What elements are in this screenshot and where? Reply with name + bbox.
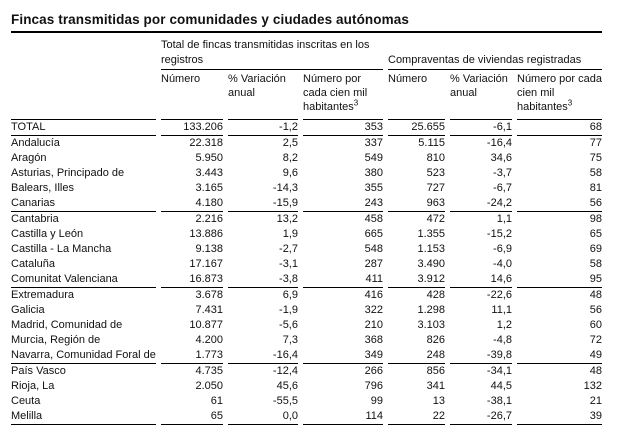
table-row: [11, 151, 602, 166]
value-cell: 380: [364, 167, 383, 179]
value-cell: 210: [364, 319, 383, 331]
value-cell: -22,6: [486, 289, 512, 301]
table-body: [11, 119, 602, 425]
column-header-variacion-1: [228, 70, 298, 119]
value-cell: 65: [589, 228, 602, 240]
region-name: Comunitat Valenciana: [11, 272, 156, 288]
value-cell: 13: [432, 395, 445, 407]
column-header-label: Número por cada cien mil habitantes: [303, 73, 368, 113]
table-row: [11, 364, 602, 379]
corner-spacer: [11, 38, 156, 70]
value-cell: 3.103: [417, 319, 445, 331]
value-cell: -55,5: [272, 395, 298, 407]
table-row: [11, 242, 602, 257]
value-cell: -38,1: [486, 395, 512, 407]
table-row: [11, 288, 602, 303]
value-cell: 665: [364, 228, 383, 240]
value-cell: 5.950: [195, 152, 223, 164]
value-cell: 810: [426, 152, 445, 164]
value-cell: 98: [589, 213, 602, 225]
group-header-compraventas: Compraventas de viviendas registradas: [388, 38, 602, 70]
value-cell: 13,2: [276, 213, 298, 225]
value-cell: 7.431: [195, 304, 223, 316]
value-cell: 22: [388, 409, 445, 425]
column-header-label: Número por cada cien mil habitantes: [517, 73, 602, 113]
region-name: Canarias: [11, 196, 156, 212]
value-cell: 355: [364, 182, 383, 194]
column-header-numero-2: [388, 70, 445, 119]
column-header-por-habitantes-2: [517, 70, 602, 119]
value-cell: 48: [589, 289, 602, 301]
value-cell: 9.138: [195, 243, 223, 255]
value-cell: 2,5: [282, 137, 298, 149]
value-cell: 16.873: [161, 272, 223, 288]
value-cell: 1,2: [496, 319, 512, 331]
value-cell: 68: [517, 119, 602, 136]
value-cell: 428: [426, 289, 445, 301]
value-cell: 796: [364, 380, 383, 392]
value-cell: 10.877: [189, 319, 223, 331]
region-name: País Vasco: [11, 365, 66, 377]
table-row: [11, 348, 602, 364]
value-cell: 6,9: [282, 289, 298, 301]
value-cell: 81: [589, 182, 602, 194]
value-cell: -12,4: [272, 365, 298, 377]
value-cell: 25.655: [388, 119, 445, 136]
table-row: [11, 409, 602, 425]
value-cell: -16,4: [228, 348, 298, 364]
value-cell: 3.912: [388, 272, 445, 288]
value-cell: 322: [364, 304, 383, 316]
value-cell: 49: [517, 348, 602, 364]
value-cell: 114: [303, 409, 383, 425]
value-cell: -15,9: [228, 196, 298, 212]
table-row: [11, 212, 602, 227]
value-cell: -6,7: [493, 182, 512, 194]
region-name: Navarra, Comunidad Foral de: [11, 348, 156, 364]
value-cell: -6,1: [450, 119, 512, 136]
value-cell: 11,1: [491, 304, 512, 316]
region-name: Extremadura: [11, 289, 74, 301]
value-cell: 1.153: [417, 243, 445, 255]
value-cell: 58: [589, 258, 602, 270]
value-cell: -4,8: [493, 334, 512, 346]
table-row: [11, 181, 602, 196]
value-cell: 5.115: [418, 137, 445, 149]
value-cell: 99: [370, 395, 383, 407]
column-header-por-habitantes-1: [303, 70, 383, 119]
region-name: Balears, Illes: [11, 182, 74, 194]
value-cell: 69: [589, 243, 602, 255]
column-header-label: % Variación anual: [228, 73, 286, 99]
value-cell: 56: [517, 196, 602, 212]
value-cell: 2.216: [195, 213, 223, 225]
footnote-marker: 3: [567, 98, 573, 108]
value-cell: 4.180: [161, 196, 223, 212]
value-cell: 4.735: [195, 365, 223, 377]
table-row: [11, 136, 602, 151]
table-row: [11, 166, 602, 181]
value-cell: 368: [364, 334, 383, 346]
value-cell: 727: [426, 182, 445, 194]
value-cell: 341: [426, 380, 445, 392]
table-row: [11, 257, 602, 272]
value-cell: 60: [589, 319, 602, 331]
region-name: Castilla y León: [11, 228, 84, 240]
value-cell: 56: [589, 304, 602, 316]
region-name: Melilla: [11, 409, 156, 425]
value-cell: 1.298: [417, 304, 445, 316]
value-cell: -1,9: [279, 304, 298, 316]
value-cell: 61: [210, 395, 223, 407]
value-cell: 133.206: [161, 119, 223, 136]
value-cell: -3,7: [493, 167, 512, 179]
page-title: Fincas transmitidas por comunidades y ciudades autónomas: [11, 12, 602, 33]
table-row: [11, 333, 602, 348]
table-row: [11, 303, 602, 318]
table-row: [11, 318, 602, 333]
column-header-label: % Variación anual: [450, 73, 508, 99]
value-cell: -34,1: [486, 365, 512, 377]
value-cell: 287: [364, 258, 383, 270]
value-cell: 856: [426, 365, 445, 377]
value-cell: -6,9: [493, 243, 512, 255]
table-row: [11, 272, 602, 288]
value-cell: 3.443: [195, 167, 223, 179]
value-cell: 45,6: [276, 380, 298, 392]
region-name: Rioja, La: [11, 380, 55, 392]
value-cell: 353: [303, 119, 383, 136]
value-cell: -1,2: [228, 119, 298, 136]
value-cell: 132: [583, 380, 602, 392]
value-cell: 75: [589, 152, 602, 164]
value-cell: 8,2: [282, 152, 298, 164]
value-cell: 39: [517, 409, 602, 425]
value-cell: -26,7: [450, 409, 512, 425]
value-cell: 3.490: [417, 258, 445, 270]
value-cell: 48: [589, 365, 602, 377]
value-cell: 1,9: [282, 228, 298, 240]
region-name: TOTAL: [11, 119, 156, 136]
column-header-numero-1: [161, 70, 223, 119]
region-name: Castilla - La Mancha: [11, 243, 112, 255]
value-cell: 9,6: [282, 167, 298, 179]
region-name: Aragón: [11, 152, 47, 164]
footnote-marker: 3: [353, 98, 359, 108]
value-cell: -24,2: [450, 196, 512, 212]
group-header-total-fincas: Total de fincas transmitidas inscritas en los registros: [161, 38, 383, 70]
value-cell: 1,1: [496, 213, 512, 225]
value-cell: 458: [364, 213, 383, 225]
value-cell: -14,3: [272, 182, 298, 194]
value-cell: 77: [589, 137, 602, 149]
column-header-variacion-2: [450, 70, 512, 119]
value-cell: 21: [589, 395, 602, 407]
region-name: Galicia: [11, 304, 45, 316]
value-cell: 243: [303, 196, 383, 212]
column-header-row: [11, 70, 602, 119]
value-cell: 349: [303, 348, 383, 364]
table-row: [11, 227, 602, 242]
value-cell: 3.678: [195, 289, 223, 301]
value-cell: 58: [589, 167, 602, 179]
value-cell: -2,7: [279, 243, 298, 255]
value-cell: 72: [589, 334, 602, 346]
value-cell: -5,6: [279, 319, 298, 331]
value-cell: -15,2: [486, 228, 512, 240]
value-cell: 3.165: [195, 182, 223, 194]
value-cell: 17.167: [189, 258, 223, 270]
group-header-row: [11, 38, 602, 70]
value-cell: 416: [364, 289, 383, 301]
region-name: Cataluña: [11, 258, 56, 270]
value-cell: 1.773: [161, 348, 223, 364]
table-row: [11, 394, 602, 409]
value-cell: 13.886: [189, 228, 223, 240]
value-cell: -4,0: [493, 258, 512, 270]
value-cell: 248: [388, 348, 445, 364]
value-cell: -3,8: [228, 272, 298, 288]
value-cell: 523: [426, 167, 445, 179]
value-cell: 14,6: [450, 272, 512, 288]
region-name: Andalucía: [11, 137, 60, 149]
value-cell: 266: [364, 365, 383, 377]
region-name: Ceuta: [11, 395, 41, 407]
value-cell: 7,3: [282, 334, 298, 346]
region-name: Asturias, Principado de: [11, 167, 125, 179]
value-cell: 826: [426, 334, 445, 346]
value-cell: -3,1: [279, 258, 298, 270]
value-cell: 549: [364, 152, 383, 164]
value-cell: 0,0: [228, 409, 298, 425]
value-cell: 95: [517, 272, 602, 288]
value-cell: 963: [388, 196, 445, 212]
value-cell: 65: [161, 409, 223, 425]
region-name: Cantabria: [11, 213, 59, 225]
corner-spacer: [11, 70, 156, 119]
value-cell: 1.355: [417, 228, 445, 240]
table-row: [11, 196, 602, 212]
value-cell: -16,4: [486, 137, 512, 149]
region-name: Murcia, Región de: [11, 334, 101, 346]
value-cell: 22.318: [189, 137, 223, 149]
table-row: [11, 119, 602, 136]
fincas-table: [6, 38, 607, 425]
column-header-label: Número: [161, 73, 201, 85]
value-cell: 411: [303, 272, 383, 288]
table-row: [11, 379, 602, 394]
value-cell: 472: [426, 213, 445, 225]
value-cell: 2.050: [195, 380, 223, 392]
value-cell: 548: [364, 243, 383, 255]
value-cell: -39,8: [450, 348, 512, 364]
value-cell: 4.200: [195, 334, 223, 346]
value-cell: 337: [364, 137, 383, 149]
column-header-label: Número: [388, 73, 428, 85]
value-cell: 44,5: [490, 380, 512, 392]
value-cell: 34,6: [490, 152, 512, 164]
region-name: Madrid, Comunidad de: [11, 319, 123, 331]
